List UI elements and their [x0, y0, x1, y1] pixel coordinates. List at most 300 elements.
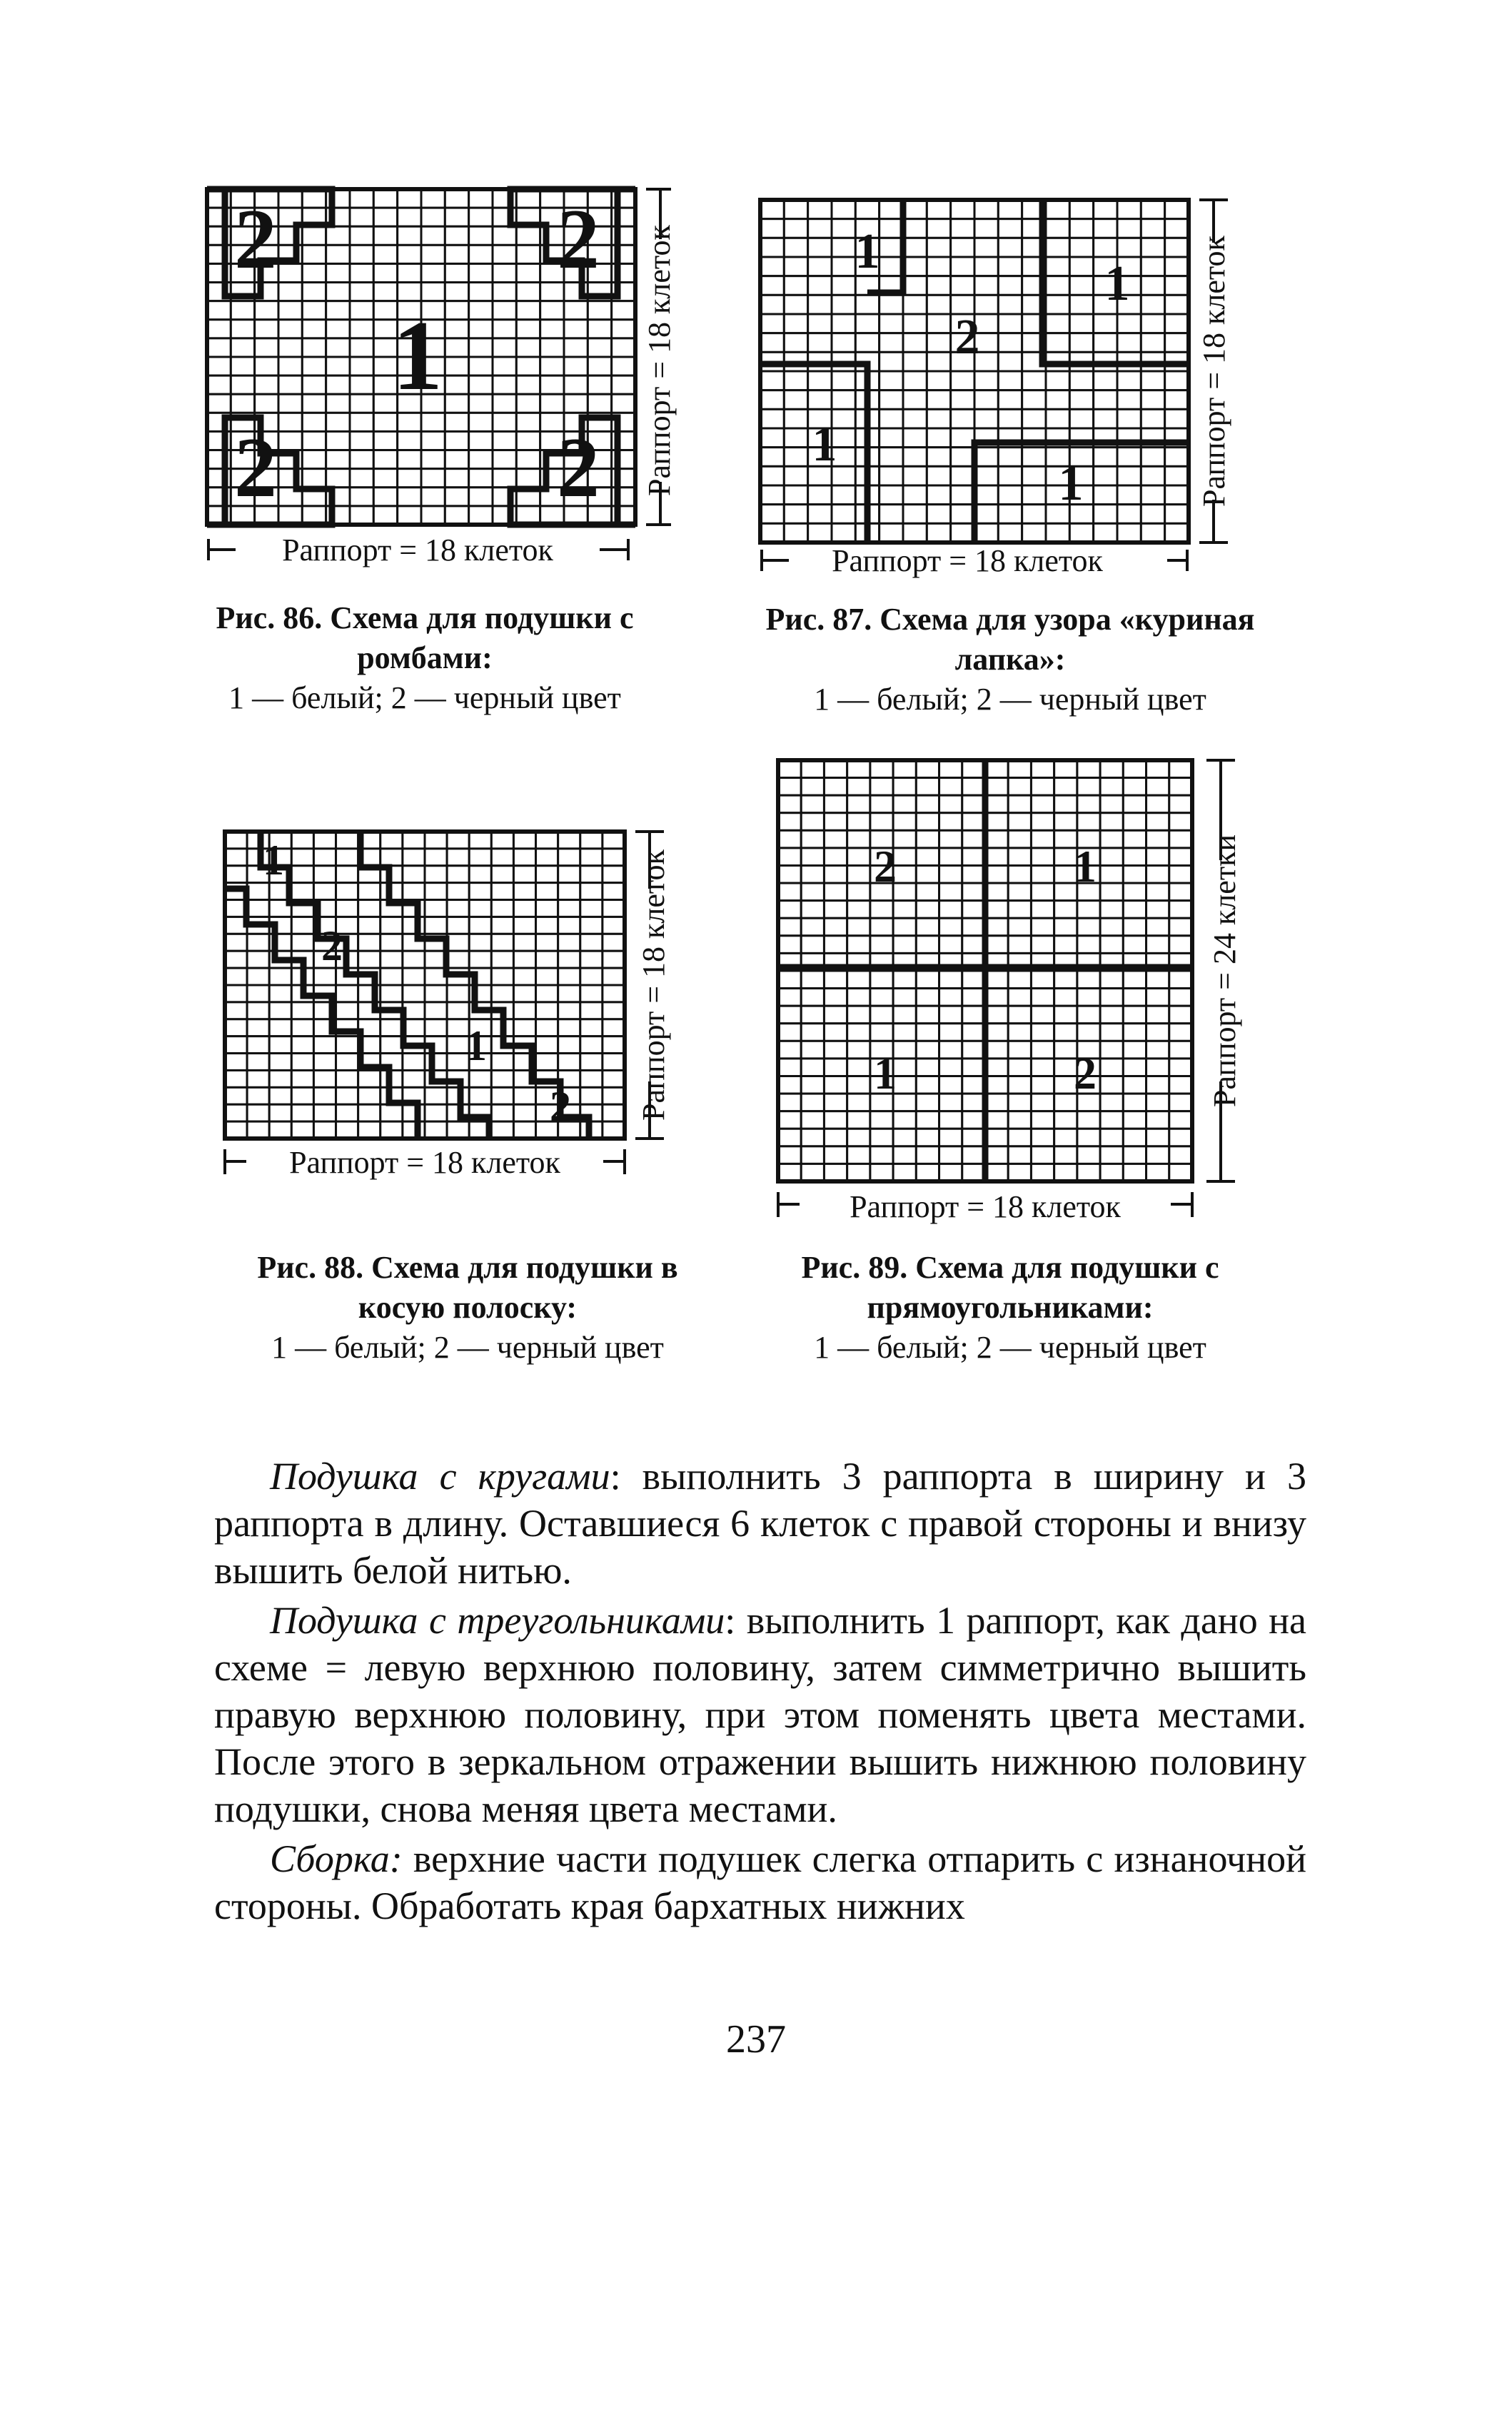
- grid-cell: [278, 283, 302, 301]
- grid-cell: [801, 1059, 824, 1076]
- grid-cell: [302, 320, 326, 338]
- grid-cell: [603, 832, 625, 849]
- grid-cell: [558, 968, 580, 985]
- fig86-label-2b: 2: [557, 191, 600, 286]
- grid-cell: [1077, 936, 1100, 954]
- grid-cell: [985, 795, 1008, 813]
- grid-cell: [880, 352, 903, 371]
- grid-cell: [447, 951, 469, 968]
- grid-cell: [278, 413, 302, 431]
- grid-cell: [903, 295, 927, 314]
- grid-cell: [1054, 1146, 1077, 1164]
- grid-cell: [1069, 390, 1093, 410]
- grid-cell: [1100, 830, 1123, 848]
- grid-cell: [564, 375, 588, 394]
- grid-cell: [1169, 795, 1192, 813]
- grid-cell: [939, 1076, 962, 1094]
- grid-cell: [778, 1076, 801, 1094]
- grid-cell: [1117, 485, 1141, 505]
- grid-cell: [580, 866, 603, 883]
- grid-cell: [445, 375, 468, 394]
- grid-cell: [603, 951, 625, 968]
- grid-cell: [1054, 813, 1077, 831]
- grid-cell: [998, 352, 1022, 371]
- grid-cell: [1046, 238, 1069, 257]
- grid-cell: [1146, 1129, 1169, 1146]
- grid-cell: [1146, 989, 1169, 1006]
- grid-cell: [998, 523, 1022, 543]
- grid-cell: [313, 866, 336, 883]
- grid-cell: [1031, 883, 1054, 901]
- grid-cell: [403, 1054, 425, 1071]
- grid-cell: [808, 276, 832, 296]
- grid-cell: [1031, 1146, 1054, 1164]
- grid-cell: [893, 918, 916, 936]
- grid-cell: [380, 1104, 403, 1121]
- grid-cell: [778, 866, 801, 884]
- fig88-label-1b: 1: [465, 1022, 487, 1069]
- grid-cell: [493, 450, 516, 469]
- grid-cell: [580, 917, 603, 934]
- grid-cell: [247, 1036, 269, 1054]
- grid-cell: [985, 1146, 1008, 1164]
- fig88-label-1a: 1: [263, 837, 284, 884]
- fig88-height-label: Раппорт = 18 клеток: [636, 849, 671, 1121]
- grid-cell: [1046, 371, 1069, 390]
- grid-cell: [1100, 901, 1123, 919]
- grid-cell: [425, 866, 447, 883]
- grid-cell: [1094, 371, 1117, 390]
- grid-cell: [558, 1019, 580, 1036]
- grid-cell: [847, 918, 870, 936]
- grid-cell: [1123, 1076, 1146, 1094]
- grid-cell: [1165, 238, 1189, 257]
- grid-cell: [893, 795, 916, 813]
- grid-cell: [291, 1104, 313, 1121]
- grid-cell: [313, 849, 336, 866]
- grid-cell: [1169, 989, 1192, 1006]
- grid-cell: [1094, 314, 1117, 333]
- grid-cell: [1123, 760, 1146, 778]
- grid-cell: [603, 866, 625, 883]
- grid-cell: [1008, 1024, 1031, 1041]
- grid-cell: [1022, 409, 1046, 428]
- fig89-label-1a: 1: [1074, 841, 1097, 892]
- grid-cell: [326, 394, 350, 413]
- grid-cell: [778, 1041, 801, 1059]
- grid-cell: [513, 934, 535, 951]
- grid-cell: [326, 450, 350, 469]
- grid-cell: [951, 276, 974, 296]
- grid-cell: [1022, 448, 1046, 467]
- grid-cell: [1077, 778, 1100, 796]
- grid-cell: [939, 883, 962, 901]
- grid-cell: [403, 832, 425, 849]
- grid-cell: [847, 813, 870, 831]
- grid-cell: [1165, 485, 1189, 505]
- paragraph-assembly: [214, 1835, 1306, 1929]
- grid-cell: [778, 918, 801, 936]
- grid-cell: [760, 200, 784, 219]
- grid-cell: [880, 390, 903, 410]
- grid-cell: [784, 466, 807, 485]
- grid-cell: [801, 848, 824, 866]
- grid-cell: [247, 951, 269, 968]
- grid-cell: [951, 448, 974, 467]
- grid-cell: [207, 375, 231, 394]
- grid-cell: [540, 320, 564, 338]
- grid-cell: [939, 918, 962, 936]
- grid-cell: [350, 301, 373, 320]
- grid-cell: [225, 985, 247, 1002]
- grid-cell: [516, 413, 540, 431]
- grid-cell: [801, 778, 824, 796]
- grid-cell: [1031, 1094, 1054, 1111]
- grid-cell: [421, 226, 445, 245]
- grid-cell: [445, 338, 468, 357]
- grid-cell: [1100, 971, 1123, 989]
- grid-cell: [962, 1041, 985, 1059]
- grid-cell: [1169, 760, 1192, 778]
- grid-cell: [1069, 409, 1093, 428]
- grid-cell: [832, 276, 855, 296]
- grid-cell: [760, 314, 784, 333]
- grid-cell: [1031, 795, 1054, 813]
- grid-cell: [603, 934, 625, 951]
- grid-cell: [588, 394, 611, 413]
- grid-cell: [278, 263, 302, 282]
- grid-cell: [516, 338, 540, 357]
- grid-cell: [962, 883, 985, 901]
- grid-cell: [398, 488, 421, 506]
- grid-cell: [326, 375, 350, 394]
- grid-cell: [998, 409, 1022, 428]
- grid-cell: [962, 1129, 985, 1146]
- grid-cell: [1123, 866, 1146, 884]
- grid-cell: [516, 263, 540, 282]
- grid-cell: [558, 883, 580, 900]
- grid-cell: [1046, 409, 1069, 428]
- grid-cell: [516, 357, 540, 375]
- grid-cell: [1165, 219, 1189, 238]
- grid-cell: [778, 1059, 801, 1076]
- grid-cell: [580, 934, 603, 951]
- grid-cell: [1031, 936, 1054, 954]
- fig89-height-label: Раппорт = 24 клетки: [1207, 834, 1242, 1107]
- grid-cell: [985, 778, 1008, 796]
- grid-cell: [302, 450, 326, 469]
- grid-cell: [893, 1111, 916, 1129]
- grid-cell: [513, 985, 535, 1002]
- grid-cell: [336, 900, 358, 917]
- grid-cell: [513, 883, 535, 900]
- grid-cell: [1022, 390, 1046, 410]
- grid-cell: [491, 917, 513, 934]
- grid-cell: [1141, 257, 1164, 276]
- p2-lead: Подушка с треугольниками: [270, 1599, 725, 1642]
- grid-cell: [893, 1146, 916, 1164]
- grid-cell: [603, 1019, 625, 1036]
- grid-cell: [1100, 918, 1123, 936]
- grid-cell: [760, 466, 784, 485]
- grid-cell: [421, 469, 445, 488]
- grid-cell: [425, 1054, 447, 1071]
- grid-cell: [469, 934, 491, 951]
- grid-cell: [1165, 448, 1189, 467]
- grid-cell: [801, 1024, 824, 1041]
- grid-cell: [916, 866, 939, 884]
- grid-cell: [1165, 523, 1189, 543]
- fig89-width-label: Раппорт = 18 клеток: [850, 1189, 1121, 1224]
- grid-cell: [1123, 1094, 1146, 1111]
- grid-cell: [603, 1087, 625, 1104]
- grid-cell: [1165, 295, 1189, 314]
- grid-cell: [447, 883, 469, 900]
- grid-cell: [350, 263, 373, 282]
- grid-cell: [1100, 778, 1123, 796]
- grid-cell: [778, 1094, 801, 1111]
- grid-cell: [513, 1019, 535, 1036]
- grid-cell: [962, 918, 985, 936]
- grid-cell: [974, 523, 998, 543]
- grid-cell: [302, 357, 326, 375]
- grid-cell: [998, 333, 1022, 353]
- grid-cell: [469, 375, 493, 394]
- grid-cell: [808, 371, 832, 390]
- grid-cell: [1054, 1129, 1077, 1146]
- grid-cell: [916, 918, 939, 936]
- grid-cell: [1146, 883, 1169, 901]
- grid-cell: [469, 226, 493, 245]
- grid-cell: [1008, 918, 1031, 936]
- grid-cell: [1046, 314, 1069, 333]
- grid-cell: [225, 1087, 247, 1104]
- grid-cell: [588, 301, 611, 320]
- grid-cell: [291, 866, 313, 883]
- grid-cell: [326, 301, 350, 320]
- grid-cell: [269, 985, 291, 1002]
- grid-cell: [962, 1024, 985, 1041]
- grid-cell: [927, 428, 950, 448]
- grid-cell: [927, 466, 950, 485]
- grid-cell: [824, 813, 847, 831]
- grid-cell: [491, 934, 513, 951]
- grid-cell: [880, 219, 903, 238]
- grid-cell: [903, 371, 927, 390]
- grid-cell: [939, 778, 962, 796]
- fig86-width-label: Раппорт = 18 клеток: [282, 533, 553, 567]
- grid-cell: [1141, 219, 1164, 238]
- grid-cell: [1046, 295, 1069, 314]
- grid-cell: [916, 778, 939, 796]
- grid-cell: [985, 1024, 1008, 1041]
- grid-cell: [778, 778, 801, 796]
- grid-cell: [880, 448, 903, 467]
- grid-cell: [801, 1041, 824, 1059]
- figure-88-caption: [211, 1248, 725, 1368]
- grid-cell: [1141, 485, 1164, 505]
- grid-cell: [1008, 795, 1031, 813]
- grid-cell: [1008, 1146, 1031, 1164]
- grid-cell: [491, 883, 513, 900]
- grid-cell: [927, 409, 950, 428]
- grid-cell: [824, 1076, 847, 1094]
- grid-cell: [847, 1146, 870, 1164]
- grid-cell: [358, 934, 380, 951]
- grid-cell: [832, 523, 855, 543]
- grid-cell: [1123, 971, 1146, 989]
- grid-cell: [536, 866, 558, 883]
- fig87-caption-text: 1 — белый; 2 — черный цвет: [814, 682, 1206, 717]
- grid-cell: [832, 295, 855, 314]
- grid-cell: [951, 390, 974, 410]
- grid-cell: [951, 200, 974, 219]
- grid-cell: [880, 505, 903, 524]
- grid-cell: [493, 357, 516, 375]
- grid-cell: [939, 1129, 962, 1146]
- grid-cell: [1123, 936, 1146, 954]
- grid-cell: [425, 1121, 447, 1139]
- grid-cell: [1077, 1146, 1100, 1164]
- grid-cell: [1031, 1024, 1054, 1041]
- grid-cell: [231, 357, 254, 375]
- grid-cell: [1077, 760, 1100, 778]
- grid-cell: [824, 778, 847, 796]
- grid-cell: [880, 428, 903, 448]
- grid-cell: [1100, 795, 1123, 813]
- grid-cell: [939, 989, 962, 1006]
- grid-cell: [603, 1054, 625, 1071]
- grid-cell: [951, 371, 974, 390]
- grid-cell: [403, 985, 425, 1002]
- grid-cell: [336, 1002, 358, 1019]
- grid-cell: [380, 934, 403, 951]
- grid-cell: [491, 968, 513, 985]
- grid-cell: [939, 936, 962, 954]
- grid-cell: [1117, 505, 1141, 524]
- grid-cell: [493, 375, 516, 394]
- grid-cell: [336, 985, 358, 1002]
- grid-cell: [870, 971, 893, 989]
- grid-cell: [985, 1006, 1008, 1024]
- grid-cell: [350, 338, 373, 357]
- grid-cell: [778, 848, 801, 866]
- grid-cell: [536, 883, 558, 900]
- grid-cell: [847, 795, 870, 813]
- grid-cell: [1146, 760, 1169, 778]
- grid-cell: [425, 1002, 447, 1019]
- grid-cell: [540, 338, 564, 357]
- grid-cell: [247, 1054, 269, 1071]
- grid-cell: [870, 989, 893, 1006]
- grid-cell: [1141, 390, 1164, 410]
- grid-cell: [962, 936, 985, 954]
- grid-cell: [927, 257, 950, 276]
- grid-cell: [469, 450, 493, 469]
- grid-cell: [380, 985, 403, 1002]
- grid-cell: [540, 394, 564, 413]
- grid-cell: [916, 1059, 939, 1076]
- grid-cell: [1141, 314, 1164, 333]
- grid-cell: [398, 506, 421, 525]
- grid-cell: [536, 1002, 558, 1019]
- grid-cell: [225, 1104, 247, 1121]
- grid-cell: [1123, 1111, 1146, 1129]
- grid-cell: [893, 901, 916, 919]
- grid-cell: [939, 1041, 962, 1059]
- grid-cell: [558, 985, 580, 1002]
- grid-cell: [824, 866, 847, 884]
- grid-cell: [1008, 1111, 1031, 1129]
- grid-cell: [469, 320, 493, 338]
- grid-cell: [491, 900, 513, 917]
- grid-cell: [1100, 1041, 1123, 1059]
- grid-cell: [916, 813, 939, 831]
- grid-cell: [1146, 778, 1169, 796]
- grid-cell: [588, 375, 611, 394]
- grid-cell: [893, 989, 916, 1006]
- grid-cell: [516, 450, 540, 469]
- grid-cell: [784, 314, 807, 333]
- grid-cell: [801, 1094, 824, 1111]
- grid-cell: [1008, 1041, 1031, 1059]
- grid-cell: [962, 989, 985, 1006]
- grid-cell: [247, 934, 269, 951]
- grid-cell: [469, 357, 493, 375]
- grid-cell: [1094, 409, 1117, 428]
- grid-cell: [313, 883, 336, 900]
- grid-cell: [880, 466, 903, 485]
- grid-cell: [962, 1111, 985, 1129]
- grid-cell: [603, 1121, 625, 1139]
- grid-cell: [603, 985, 625, 1002]
- grid-cell: [336, 1104, 358, 1121]
- grid-cell: [350, 431, 373, 450]
- grid-cell: [1141, 466, 1164, 485]
- grid-cell: [1008, 760, 1031, 778]
- grid-cell: [1094, 219, 1117, 238]
- grid-cell: [536, 900, 558, 917]
- grid-cell: [580, 968, 603, 985]
- grid-cell: [1008, 1059, 1031, 1076]
- fig88-label-2b: 2: [550, 1083, 571, 1130]
- grid-cell: [1008, 1164, 1031, 1181]
- grid-cell: [998, 390, 1022, 410]
- grid-cell: [939, 813, 962, 831]
- grid-cell: [855, 295, 879, 314]
- grid-cell: [247, 985, 269, 1002]
- grid-cell: [939, 971, 962, 989]
- grid-cell: [558, 1054, 580, 1071]
- grid-cell: [513, 900, 535, 917]
- grid-cell: [1123, 1129, 1146, 1146]
- grid-cell: [491, 985, 513, 1002]
- grid-cell: [513, 1104, 535, 1121]
- grid-cell: [1123, 830, 1146, 848]
- grid-cell: [1008, 1006, 1031, 1024]
- grid-cell: [998, 219, 1022, 238]
- grid-cell: [880, 200, 903, 219]
- grid-cell: [1046, 523, 1069, 543]
- grid-cell: [939, 1164, 962, 1181]
- grid-cell: [302, 375, 326, 394]
- grid-cell: [588, 338, 611, 357]
- grid-cell: [1046, 333, 1069, 353]
- grid-cell: [580, 883, 603, 900]
- grid-cell: [1100, 989, 1123, 1006]
- grid-cell: [927, 295, 950, 314]
- grid-cell: [832, 219, 855, 238]
